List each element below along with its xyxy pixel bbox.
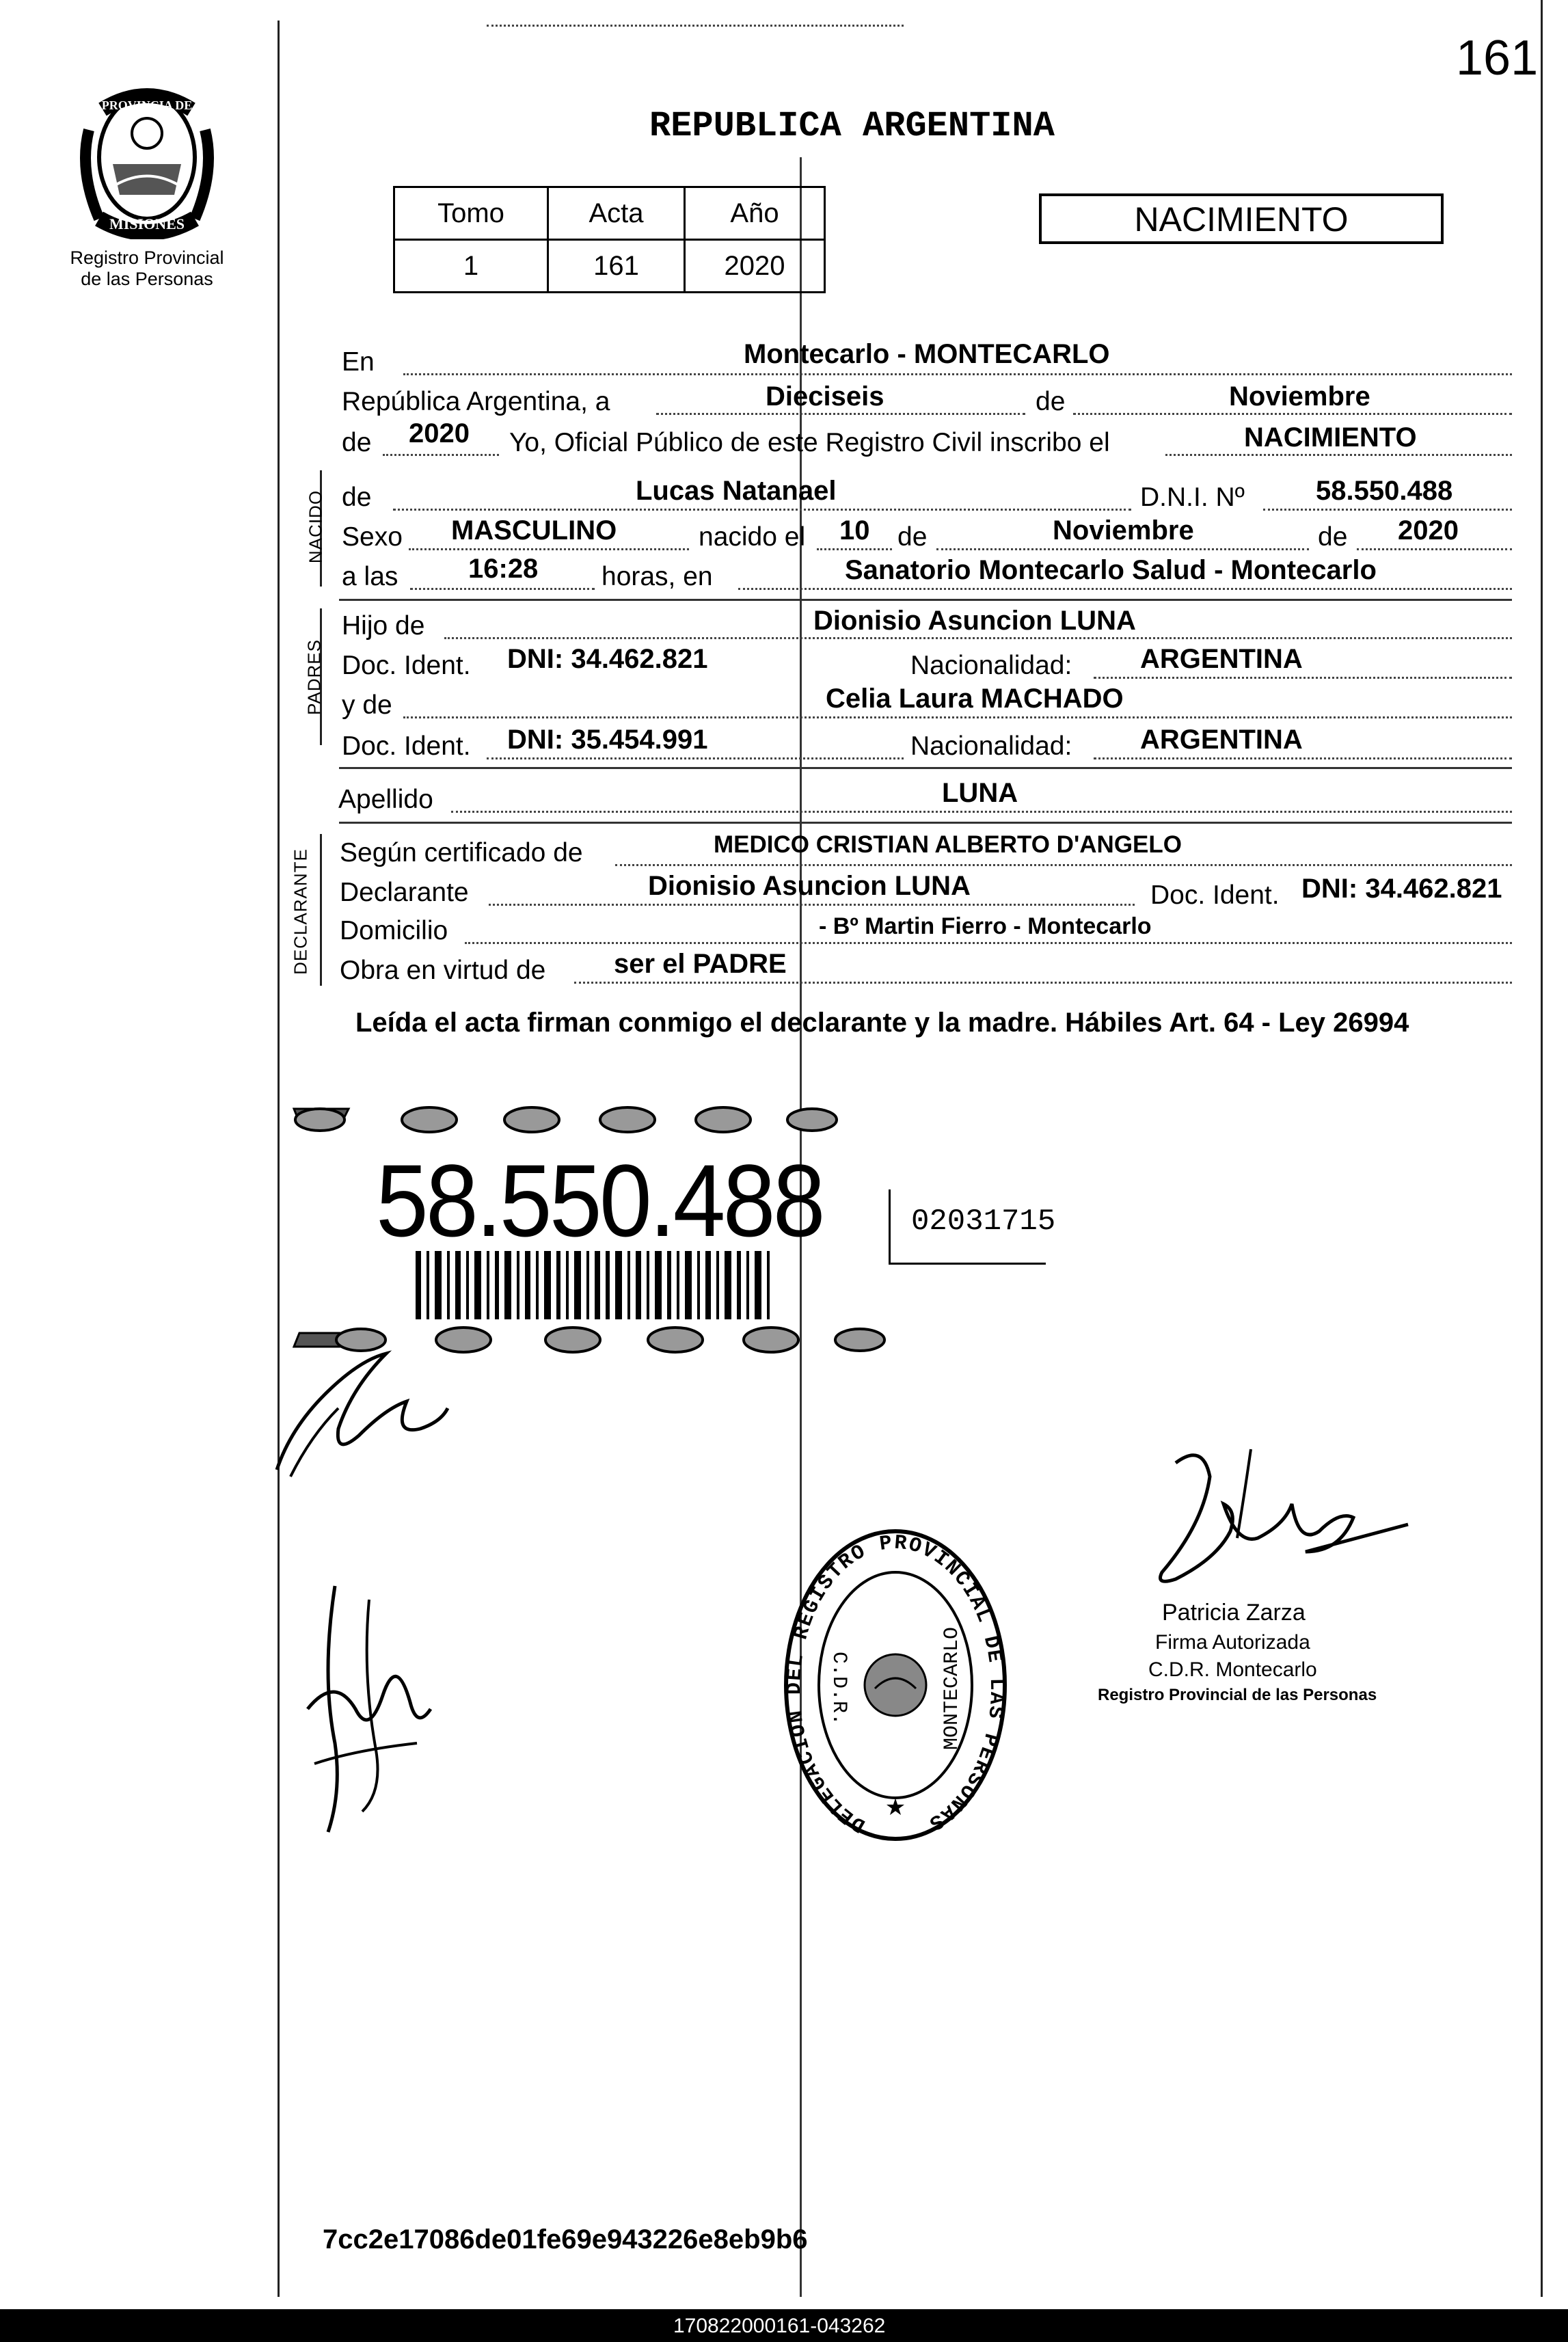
father-nationality: ARGENTINA xyxy=(1140,644,1303,674)
signer-name: Patricia Zarza xyxy=(1162,1600,1306,1626)
de2-label: de xyxy=(342,428,372,457)
declarante-label: Declarante xyxy=(340,878,469,907)
sexo-value: MASCULINO xyxy=(451,515,617,546)
left-signature xyxy=(270,1333,455,1483)
sticker-number: 58.550.488 xyxy=(376,1143,823,1258)
dni-sticker xyxy=(293,1101,893,1360)
tomo-table-value-row xyxy=(394,240,825,293)
segun-label: Según certificado de xyxy=(340,838,583,867)
alas-label: a las xyxy=(342,562,398,591)
stamp-inner-top: C.D.R. xyxy=(827,1651,850,1726)
domicilio-label: Domicilio xyxy=(340,916,448,945)
delegation-stamp xyxy=(779,1524,1012,1846)
lower-left-signature xyxy=(294,1572,437,1846)
child-dni: 58.550.488 xyxy=(1316,476,1453,506)
anio-header: Año xyxy=(685,187,825,240)
father-name: Dionisio Asuncion LUNA xyxy=(813,606,1136,636)
mother-name: Celia Laura MACHADO xyxy=(826,684,1124,714)
tomo-table-header-row xyxy=(394,187,825,240)
father-doc-dots xyxy=(487,0,904,27)
day-value: Dieciseis xyxy=(766,381,884,412)
en-value: Montecarlo - MONTECARLO xyxy=(744,339,1110,369)
serial-number: 02031715 xyxy=(889,1189,1046,1265)
mother-doc: DNI: 35.454.991 xyxy=(507,725,708,755)
tomo-acta-table xyxy=(393,186,826,293)
month-value: Noviembre xyxy=(1229,381,1370,412)
father-doc: DNI: 34.462.821 xyxy=(507,644,708,674)
birth-time: 16:28 xyxy=(468,554,539,584)
birth-place: Sanatorio Montecarlo Salud - Montecarlo xyxy=(845,555,1377,585)
republica-label: República Argentina, a xyxy=(342,387,610,416)
dni-label: D.N.I. Nº xyxy=(1140,483,1245,512)
logo-bottom-text: MISIONES xyxy=(109,215,185,232)
nacido-de2-label: de xyxy=(897,522,928,552)
nacido-de3-label: de xyxy=(1318,522,1348,552)
apellido-divider xyxy=(339,822,1512,824)
province-logo xyxy=(75,82,219,239)
de-label: de xyxy=(1036,387,1066,416)
act-type-box: NACIMIENTO xyxy=(1039,193,1444,244)
inscribo-value: NACIMIENTO xyxy=(1244,422,1417,453)
authorized-signature xyxy=(1135,1436,1422,1606)
yo-label: Yo, Oficial Público de este Registro Civil inscribo el xyxy=(509,428,1110,457)
anio-value: 2020 xyxy=(685,240,825,293)
birth-day: 10 xyxy=(839,515,870,546)
footer-bar xyxy=(0,2309,1568,2342)
registry-label: Registro Provincial de las Personas xyxy=(70,247,224,290)
nacido-el-label: nacido el xyxy=(699,522,806,552)
stamp-ring-text: DELEGACION DEL REGISTRO PROVINCIAL DE LAS PERSONAS xyxy=(783,1531,1008,1837)
declarante-side-line xyxy=(320,834,322,986)
left-margin-line xyxy=(278,21,280,2297)
nacido-section-label: NACIDO xyxy=(305,489,326,564)
signer-office: C.D.R. Montecarlo xyxy=(1148,1658,1317,1681)
tomo-value: 1 xyxy=(394,240,548,293)
right-margin-line xyxy=(1541,0,1543,2297)
mother-nationality: ARGENTINA xyxy=(1140,725,1303,755)
stamp-inner-bottom: MONTECARLO xyxy=(941,1626,964,1751)
apellido-value: LUNA xyxy=(942,778,1018,808)
signer-registry: Registro Provincial de las Personas xyxy=(1098,1686,1377,1704)
tomo-header: Tomo xyxy=(394,187,548,240)
nacido-divider xyxy=(339,599,1512,601)
acta-value: 161 xyxy=(548,240,685,293)
closing-text: Leída el acta firman conmigo el declarante y la madre. Hábiles Art. 64 - Ley 26994 xyxy=(355,1008,1409,1038)
logo-top-text: PROVINCIA DE xyxy=(101,98,193,112)
footer-code: 170822000161-043262 xyxy=(673,2315,886,2337)
father-nac-label: Nacionalidad: xyxy=(910,651,1072,680)
mother-doc-label: Doc. Ident. xyxy=(342,731,471,761)
segun-value: MEDICO CRISTIAN ALBERTO D'ANGELO xyxy=(714,831,1182,858)
obra-label: Obra en virtud de xyxy=(340,956,546,985)
document-title: REPUBLICA ARGENTINA xyxy=(649,106,1055,146)
padres-divider xyxy=(339,767,1512,769)
document-hash: 7cc2e17086de01fe69e943226e8eb9b6 xyxy=(323,2224,808,2254)
page-number: 161 xyxy=(1456,31,1539,85)
padres-section-label: PADRES xyxy=(303,639,325,715)
mother-nac-label: Nacionalidad: xyxy=(910,731,1072,761)
acta-header: Acta xyxy=(548,187,685,240)
declarante-section-label: DECLARANTE xyxy=(290,848,311,975)
obra-value: ser el PADRE xyxy=(614,949,787,979)
en-label: En xyxy=(342,347,375,377)
declarante-doc: DNI: 34.462.821 xyxy=(1301,874,1502,904)
year-value: 2020 xyxy=(409,418,470,448)
child-name: Lucas Natanael xyxy=(636,476,837,506)
yde-label: y de xyxy=(342,690,392,720)
nacido-de-label: de xyxy=(342,483,372,512)
father-doc-label: Doc. Ident. xyxy=(342,651,471,680)
apellido-label: Apellido xyxy=(338,785,433,814)
signer-role: Firma Autorizada xyxy=(1155,1631,1310,1654)
domicilio-value: - Bº Martin Fierro - Montecarlo xyxy=(819,913,1152,939)
stamp-star: ★ xyxy=(884,1794,906,1820)
birth-year: 2020 xyxy=(1398,515,1459,546)
sexo-label: Sexo xyxy=(342,522,403,552)
horas-label: horas, en xyxy=(601,562,713,591)
birth-month: Noviembre xyxy=(1053,515,1194,546)
hijo-label: Hijo de xyxy=(342,611,425,641)
declarante-doc-label: Doc. Ident. xyxy=(1150,880,1280,910)
declarante-value: Dionisio Asuncion LUNA xyxy=(648,871,971,901)
